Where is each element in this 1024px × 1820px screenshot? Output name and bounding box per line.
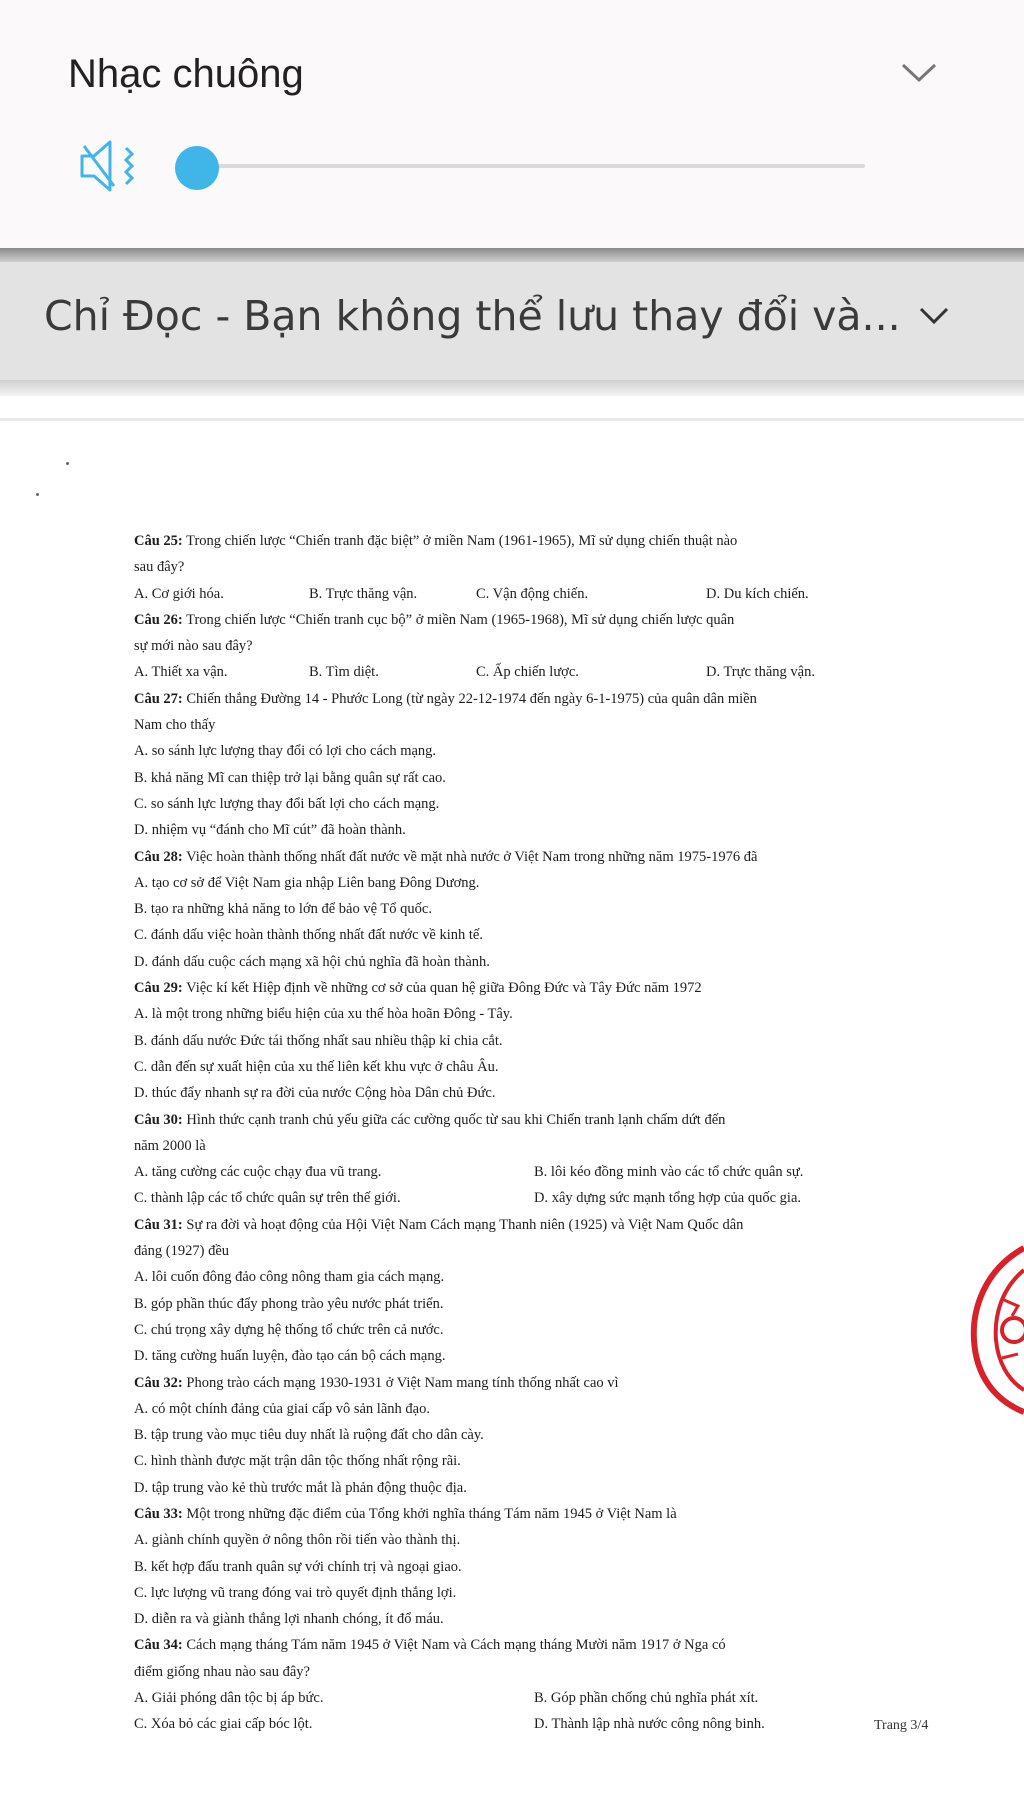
speck (36, 493, 39, 496)
question-text: Trong chiến lược “Chiến tranh cục bộ” ở miền Nam (1965-1968), Mĩ sử dụng chiến lược quân (182, 611, 735, 628)
question-text-cont: điểm giống nhau nào sau đây? (134, 1663, 310, 1680)
question-33 (134, 1501, 954, 1527)
option-d: D. xây dựng sức mạnh tổng hợp của quốc gia. (534, 1190, 802, 1207)
options-row (134, 1711, 954, 1737)
question-26 (134, 607, 954, 633)
panel-shadow (0, 248, 1024, 262)
question-label: Câu 26: (134, 611, 183, 628)
volume-slider-knob[interactable] (175, 146, 219, 190)
option-b: B. lôi kéo đồng minh vào các tổ chức quân sự. (534, 1164, 804, 1181)
option-b: B. Trực thăng vận. (309, 585, 418, 602)
option-d: D. Du kích chiến. (706, 585, 809, 602)
ringtone-volume-panel (0, 0, 1024, 252)
option-a: A. là một trong những biểu hiện của xu thế hòa hoãn Đông - Tây. (134, 1006, 513, 1023)
question-text-cont: Nam cho thấy (134, 717, 216, 734)
ringtone-title: Nhạc chuông (68, 52, 304, 96)
question-25 (134, 528, 954, 554)
option-a: A. có một chính đảng của giai cấp vô sản lãnh đạo. (134, 1400, 430, 1417)
mute-vibrate-icon[interactable] (78, 138, 146, 194)
option-c: C. so sánh lực lượng thay đổi bất lợi cho cách mạng. (134, 795, 440, 812)
option-b: B. Góp phần chống chủ nghĩa phát xít. (534, 1690, 759, 1707)
question-label: Câu 31: (134, 1216, 183, 1233)
options-row (134, 1159, 954, 1185)
speck (66, 462, 69, 465)
question-text: Cách mạng tháng Tám năm 1945 ở Việt Nam và Cách mạng tháng Mười năm 1917 ở Nga có (182, 1637, 726, 1654)
question-text-cont: năm 2000 là (134, 1137, 206, 1154)
option-d: D. thúc đẩy nhanh sự ra đời của nước Cộng hòa Dân chủ Đức. (134, 1085, 496, 1102)
options-row (134, 581, 954, 607)
read-only-banner[interactable] (0, 262, 1024, 380)
option-d: D. đánh dấu cuộc cách mạng xã hội chủ nghĩa đã hoàn thành. (134, 953, 490, 970)
option-a: A. Thiết xa vận. (134, 664, 228, 681)
question-text-cont: đảng (1927) đều (134, 1243, 230, 1260)
question-label: Câu 32: (134, 1374, 183, 1391)
read-only-banner-text: Chỉ Đọc - Bạn không thể lưu thay đổi và... (44, 292, 901, 340)
option-d: D. nhiệm vụ “đánh cho Mĩ cút” đã hoàn thành. (134, 822, 406, 839)
chevron-down-icon[interactable] (918, 306, 950, 326)
question-text: Sự ra đời và hoạt động của Hội Việt Nam Cách mạng Thanh niên (1925) và Việt Nam Quốc dân (182, 1216, 744, 1233)
option-b: B. đánh dấu nước Đức tái thống nhất sau nhiều thập kỉ chia cắt. (134, 1032, 503, 1049)
question-text: Phong trào cách mạng 1930-1931 ở Việt Nam mang tính thống nhất cao vì (182, 1374, 619, 1391)
option-a: A. giành chính quyền ở nông thôn rồi tiến vào thành thị. (134, 1532, 461, 1549)
option-c: C. Vận động chiến. (476, 585, 589, 602)
option-d: D. diễn ra và giành thắng lợi nhanh chóng, ít đổ máu. (134, 1611, 444, 1628)
option-d: D. Thành lập nhà nước công nông binh. (534, 1716, 765, 1733)
option-a: A. tạo cơ sở để Việt Nam gia nhập Liên bang Đông Dương. (134, 874, 480, 891)
option-c: C. thành lập các tổ chức quân sự trên thế giới. (134, 1190, 401, 1207)
exam-document (134, 528, 954, 1738)
question-label: Câu 28: (134, 848, 183, 865)
question-text: Việc kí kết Hiệp định về những cơ sở của quan hệ giữa Đông Đức và Tây Đức năm 1972 (182, 980, 702, 997)
option-a: A. tăng cường các cuộc chạy đua vũ trang. (134, 1164, 382, 1181)
option-c: C. Xóa bỏ các giai cấp bóc lột. (134, 1716, 313, 1733)
question-text-cont: sau đây? (134, 559, 185, 576)
option-d: D. Trực thăng vận. (706, 664, 815, 681)
option-c: C. hình thành được mặt trận dân tộc thống nhất rộng rãi. (134, 1453, 461, 1470)
option-b: B. tạo ra những khả năng to lớn để bảo vệ Tổ quốc. (134, 901, 432, 918)
option-b: B. Tìm diệt. (309, 664, 379, 681)
option-a: A. lôi cuốn đông đảo công nông tham gia cách mạng. (134, 1269, 445, 1286)
option-a: A. Giải phóng dân tộc bị áp bức. (134, 1690, 324, 1707)
question-label: Câu 33: (134, 1505, 183, 1522)
option-d: D. tập trung vào kẻ thù trước mắt là phản động thuộc địa. (134, 1479, 467, 1496)
option-b: B. kết hợp đấu tranh quân sự với chính trị và ngoại giao. (134, 1558, 462, 1575)
option-b: B. góp phần thúc đẩy phong trào yêu nước phát triển. (134, 1295, 444, 1312)
option-c: C. đánh dấu việc hoàn thành thống nhất đất nước về kinh tế. (134, 927, 483, 944)
question-text: Hình thức cạnh tranh chủ yếu giữa các cường quốc từ sau khi Chiến tranh lạnh chấm dứt đến (182, 1111, 726, 1128)
question-30 (134, 1107, 954, 1133)
question-27 (134, 686, 954, 712)
question-28 (134, 844, 954, 870)
question-text-cont: sự mới nào sau đây? (134, 638, 253, 655)
question-text: Việc hoàn thành thống nhất đất nước về mặt nhà nước ở Việt Nam trong những năm 1975-1976 đã (182, 848, 758, 865)
question-29 (134, 975, 954, 1001)
options-row (134, 1185, 954, 1211)
question-32 (134, 1370, 954, 1396)
options-row (134, 1685, 954, 1711)
page-divider (0, 418, 1024, 421)
question-label: Câu 29: (134, 980, 183, 997)
chevron-down-icon[interactable] (900, 62, 938, 84)
red-seal-stamp (964, 1240, 1024, 1420)
option-b: B. khả năng Mĩ can thiệp trở lại bằng quân sự rất cao. (134, 769, 446, 786)
option-c: C. chú trọng xây dựng hệ thống tổ chức trên cả nước. (134, 1321, 444, 1338)
question-31 (134, 1212, 954, 1238)
option-c: C. lực lượng vũ trang đóng vai trò quyết định thắng lợi. (134, 1584, 457, 1601)
volume-slider-track[interactable] (197, 164, 865, 168)
banner-shadow (0, 380, 1024, 396)
options-row (134, 659, 954, 685)
question-text: Trong chiến lược “Chiến tranh đặc biệt” ở miền Nam (1961-1965), Mĩ sử dụng chiến thuật nào (182, 533, 738, 549)
question-label: Câu 34: (134, 1637, 183, 1654)
question-34 (134, 1632, 954, 1658)
question-text: Một trong những đặc điểm của Tổng khởi nghĩa tháng Tám năm 1945 ở Việt Nam là (182, 1505, 677, 1522)
option-c: C. dẫn đến sự xuất hiện của xu thế liên kết khu vực ở châu Âu. (134, 1058, 499, 1075)
option-d: D. tăng cường huấn luyện, đào tạo cán bộ cách mạng. (134, 1348, 446, 1365)
option-c: C. Ấp chiến lược. (476, 664, 579, 681)
question-label: Câu 27: (134, 690, 183, 707)
option-b: B. tập trung vào mục tiêu duy nhất là ruộng đất cho dân cày. (134, 1427, 484, 1444)
question-label: Câu 30: (134, 1111, 183, 1128)
option-a: A. so sánh lực lượng thay đổi có lợi cho cách mạng. (134, 743, 437, 760)
volume-slider[interactable] (175, 146, 865, 186)
question-text: Chiến thắng Đường 14 - Phước Long (từ ngày 22-12-1974 đến ngày 6-1-1975) của quân dân miền (182, 690, 757, 707)
option-a: A. Cơ giới hóa. (134, 585, 224, 602)
page-number: Trang 3/4 (874, 1718, 929, 1733)
question-label: Câu 25: (134, 533, 183, 549)
